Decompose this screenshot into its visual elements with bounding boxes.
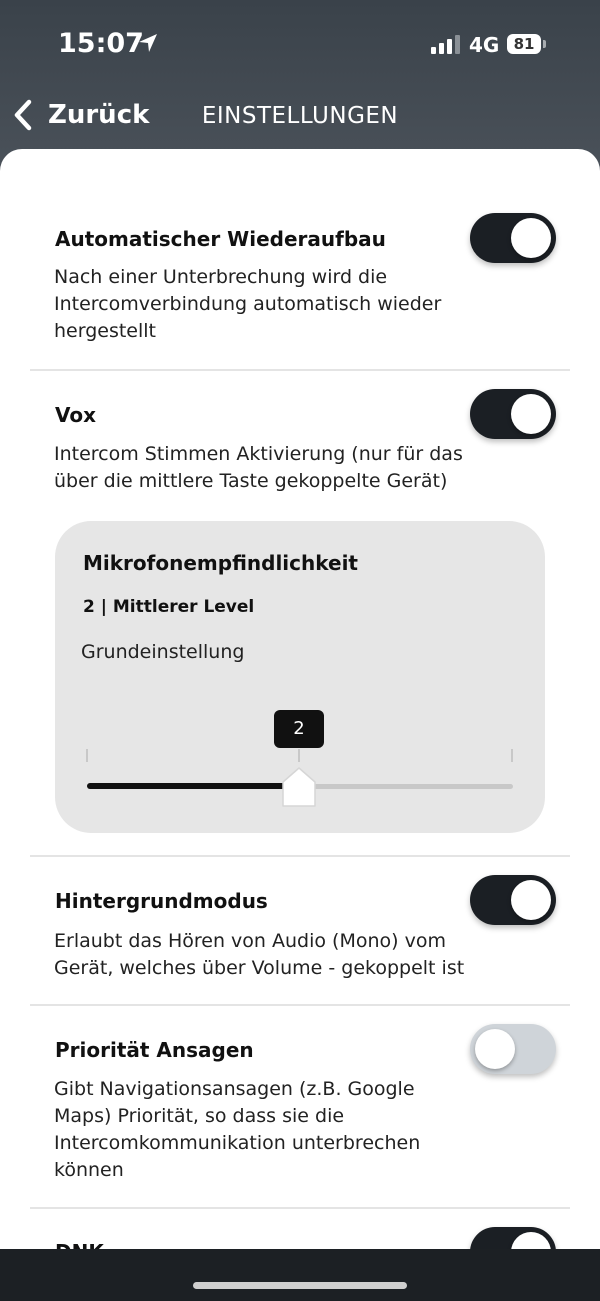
location-arrow-icon [137, 32, 159, 54]
settings-sheet [0, 149, 600, 1249]
toggle-knob [475, 1029, 515, 1069]
navigation-bar [0, 90, 600, 140]
setting-description: Intercom Stimmen Aktivierung (nur für das über die mittlere Taste gekoppelte Gerät) [54, 443, 463, 492]
page-title: EINSTELLUNGEN [201, 103, 399, 129]
slider-fill [87, 783, 299, 789]
background-mode-toggle[interactable] [470, 875, 556, 925]
battery-cap [543, 40, 546, 48]
signal-strength-icon [431, 34, 461, 54]
slider-tick [298, 749, 300, 762]
divider [30, 1207, 570, 1209]
microphone-sensitivity-card [55, 521, 545, 833]
status-time: 15:07 [58, 28, 144, 59]
vox-toggle[interactable] [470, 389, 556, 439]
slider-tick [511, 749, 513, 762]
home-indicator[interactable] [193, 1282, 407, 1289]
divider [30, 369, 570, 371]
divider [30, 855, 570, 857]
toggle-knob [511, 880, 551, 920]
default-setting-label: Grundeinstellung [81, 641, 245, 663]
slider-tick [86, 749, 88, 762]
card-title: Mikrofonempfindlichkeit [83, 551, 358, 575]
setting-title: Vox [55, 403, 97, 427]
slider-thumb[interactable] [281, 766, 317, 808]
setting-title: Automatischer Wiederaufbau [55, 227, 386, 251]
network-type: 4G [469, 33, 500, 57]
setting-description: Nach einer Unterbrechung wird die Intercomverbindung automatisch wieder hergestellt [54, 266, 442, 342]
auto-reconnect-toggle[interactable] [470, 213, 556, 263]
priority-announcements-toggle[interactable] [470, 1024, 556, 1074]
toggle-knob [511, 394, 551, 434]
setting-title: Hintergrundmodus [55, 889, 268, 913]
toggle-knob [511, 218, 551, 258]
back-label: Zurück [48, 100, 150, 130]
battery-icon: 81 [507, 34, 541, 54]
home-bar-area [0, 1249, 600, 1301]
setting-description: Erlaubt das Hören von Audio (Mono) vom Gerät, welches über Volume - gekoppelt ist [54, 930, 465, 979]
setting-description: Gibt Navigationsansagen (z.B. Google Maps) Priorität, so dass sie die Intercomkommunikation unterbrechen können [54, 1078, 421, 1181]
setting-title: Priorität Ansagen [55, 1038, 254, 1062]
sensitivity-level-label: 2 | Mittlerer Level [83, 597, 255, 617]
status-bar [0, 0, 600, 80]
divider [30, 1004, 570, 1006]
slider-value-bubble: 2 [274, 710, 324, 748]
